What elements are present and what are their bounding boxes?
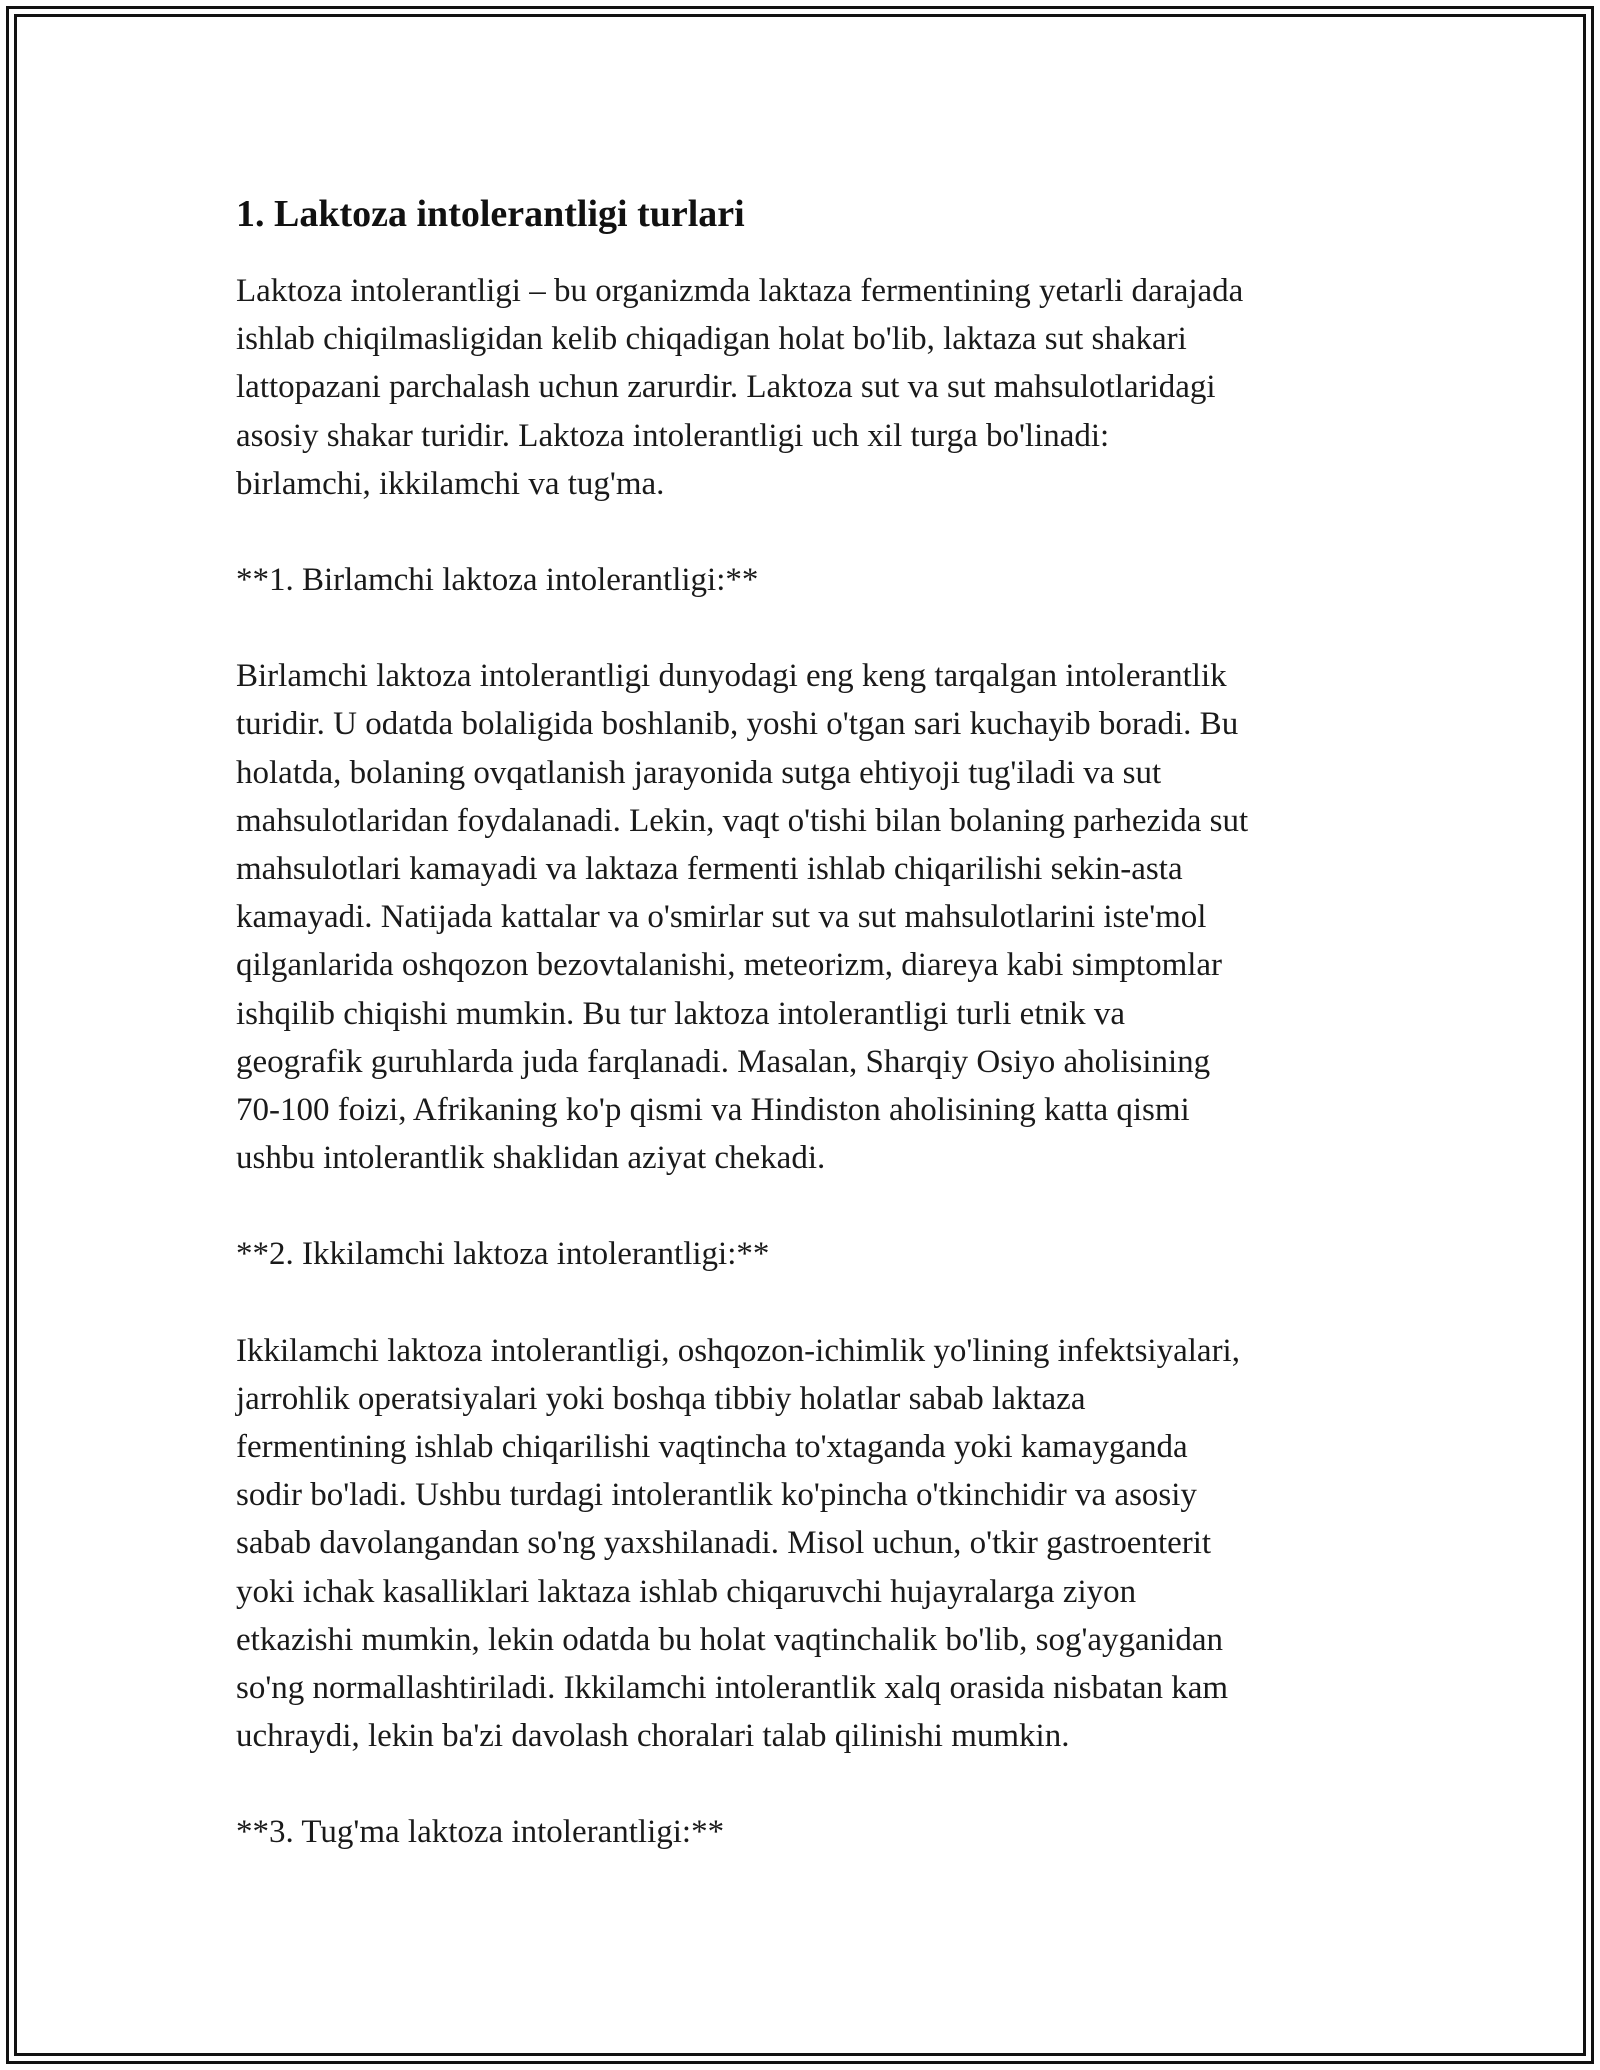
- text-line: Ikkilamchi laktoza intolerantligi, oshqozon-ichimlik yo'lining infektsiyalari,: [236, 1332, 1240, 1369]
- text-line: kamayadi. Natijada kattalar va o'smirlar sut va sut mahsulotlarini iste'mol: [236, 899, 1207, 936]
- document-title: 1. Laktoza intolerantligi turlari: [236, 193, 745, 235]
- text-line: ishlab chiqilmasligidan kelib chiqadigan holat bo'lib, laktaza sut shakari: [236, 321, 1187, 358]
- paragraph-gap: [236, 1279, 1386, 1327]
- paragraph-gap: [236, 604, 1386, 652]
- text-line: mahsulotlaridan foydalanadi. Lekin, vaqt o'tishi bilan bolaning parhezida sut: [236, 802, 1249, 839]
- text-line: lattopazani parchalash uchun zarurdir. Laktoza sut va sut mahsulotlaridagi: [236, 369, 1216, 406]
- text-line: qilganlarida oshqozon bezovtalanishi, meteorizm, diareya kabi simptomlar: [236, 947, 1223, 984]
- text-line: fermentining ishlab chiqarilishi vaqtincha to'xtaganda yoki kamayganda: [236, 1429, 1188, 1466]
- text-line: etkazishi mumkin, lekin odatda bu holat vaqtinchalik bo'lib, sog'ayganidan: [236, 1621, 1224, 1658]
- text-line: sodir bo'ladi. Ushbu turdagi intolerantlik ko'pincha o'tkinchidir va asosiy: [236, 1477, 1197, 1514]
- intro-paragraph: [236, 267, 1386, 508]
- text-line: Birlamchi laktoza intolerantligi dunyodagi eng keng tarqalgan intolerantlik: [236, 658, 1227, 695]
- section-2-heading: **2. Ikkilamchi laktoza intolerantligi:**: [236, 1236, 770, 1273]
- text-line: uchraydi, lekin ba'zi davolash choralari talab qilinishi mumkin.: [236, 1718, 1070, 1755]
- text-line: turidir. U odatda bolaligida boshlanib, yoshi o'tgan sari kuchayib boradi. Bu: [236, 706, 1239, 743]
- text-line: asosiy shakar turidir. Laktoza intolerantligi uch xil turga bo'linadi:: [236, 417, 1110, 454]
- text-line: so'ng normallashtiriladi. Ikkilamchi intolerantlik xalq orasida nisbatan kam: [236, 1670, 1229, 1707]
- text-line: 70-100 foizi, Afrikaning ko'p qismi va Hindiston aholisining katta qismi: [236, 1092, 1190, 1129]
- text-line: yoki ichak kasalliklari laktaza ishlab chiqaruvchi hujayralarga ziyon: [236, 1573, 1137, 1610]
- section-3-heading: **3. Tug'ma laktoza intolerantligi:**: [236, 1814, 725, 1851]
- text-line: mahsulotlari kamayadi va laktaza fermenti ishlab chiqarilishi sekin-asta: [236, 851, 1183, 888]
- paragraph-gap: [236, 508, 1386, 556]
- text-line: jarrohlik operatsiyalari yoki boshqa tibbiy holatlar sabab laktaza: [236, 1380, 1086, 1417]
- paragraph-gap: [236, 1760, 1386, 1808]
- paragraph-gap: [236, 1182, 1386, 1230]
- section-1-paragraph: [236, 652, 1386, 1182]
- text-line: geografik guruhlarda juda farqlanadi. Masalan, Sharqiy Osiyo aholisining: [236, 1043, 1211, 1080]
- text-line: sabab davolangandan so'ng yaxshilanadi. Misol uchun, o'tkir gastroenterit: [236, 1525, 1212, 1562]
- text-line: ishqilib chiqishi mumkin. Bu tur laktoza intolerantligi turli etnik va: [236, 995, 1126, 1032]
- text-line: Laktoza intolerantligi – bu organizmda laktaza fermentining yetarli darajada: [236, 273, 1244, 309]
- text-line: holatda, bolaning ovqatlanish jarayonida sutga ehtiyoji tug'iladi va sut: [236, 754, 1162, 791]
- text-line: birlamchi, ikkilamchi va tug'ma.: [236, 465, 665, 502]
- section-2-paragraph: [236, 1327, 1386, 1761]
- document-body: [236, 186, 1386, 1857]
- section-1-heading: **1. Birlamchi laktoza intolerantligi:**: [236, 562, 759, 599]
- text-line: ushbu intolerantlik shaklidan aziyat chekadi.: [236, 1140, 826, 1177]
